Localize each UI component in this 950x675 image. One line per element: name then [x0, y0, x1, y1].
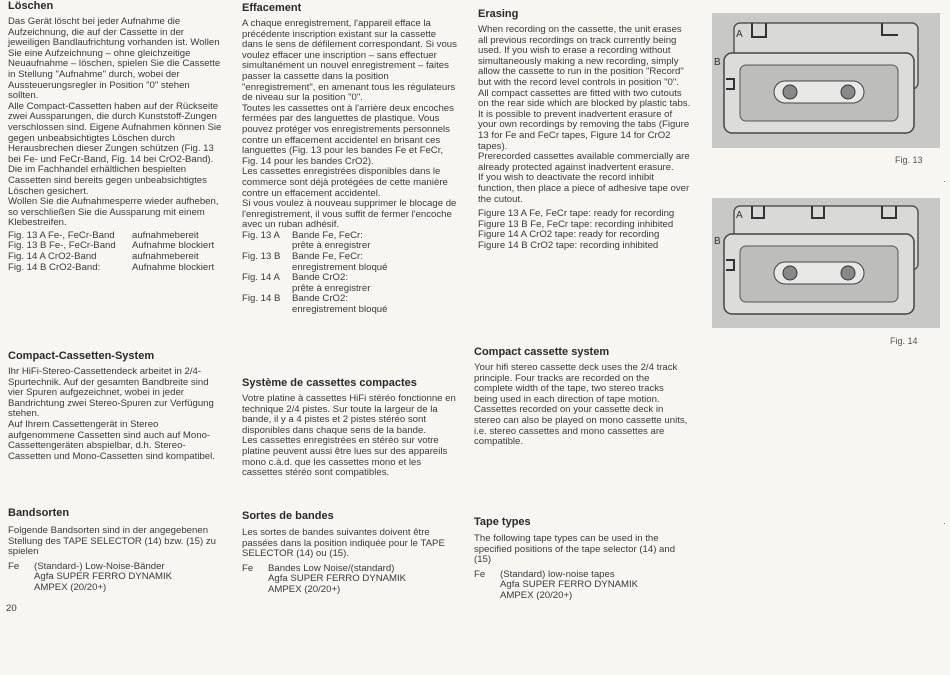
- margin-mark: ·: [943, 176, 946, 186]
- figure-label: Fig. 14 A: [242, 272, 280, 284]
- figure-label: Fig. 13 B Fe-, FeCr-Band: [8, 240, 116, 252]
- column-german: [8, 0, 222, 273]
- paragraph: Your hifi stereo cassette deck uses the 2/4 track principle. Four tracks are recorded on the complete width of the tape, two stereo tracks being used in each direction of tape motion.: [474, 362, 678, 405]
- tape-item: [474, 570, 688, 602]
- cassette-illustration: [712, 198, 940, 328]
- figure-label: Fig. 14 B CrO2-Band:: [8, 261, 101, 273]
- paragraph: Die im Fachhandel erhältlichen bespielten Cassetten sind bereits gegen unbeabsichtigtes Löschen gesichert.: [8, 164, 207, 197]
- tape-label: Fe: [8, 560, 20, 572]
- paragraph: Toutes les cassettes ont à l'arrière deux encoches fermées par des languettes de plastique. Vous pouvez protéger vos enregistrements personnels contre un effacement accidentel en brisant ces languettes (Fig. 13 pour les bandes Fe et FeCr, Fig. 14 pour les bandes CrO2).: [242, 102, 454, 167]
- tape-line: Agfa SUPER FERRO DYNAMIK: [268, 573, 407, 585]
- figure-line: prête à enregistrer: [292, 240, 371, 252]
- column-german-system: [8, 350, 222, 462]
- paragraph: Cassettes recorded on your cassette deck in stereo can also be played on mono cassette units, i.e. stereo cassettes and mono cassettes are compatible.: [474, 404, 688, 448]
- figure-label-a: A: [736, 210, 743, 221]
- paragraph: Auf Ihrem Cassettengerät in Stereo aufgenommene Cassetten sind auch auf Mono-Cassettengeräten abspielbar, d.h. Stereo-Cassetten und Mono-Cassetten sind kompatibel.: [8, 418, 215, 462]
- figure-text: Aufnahme blockiert: [132, 261, 215, 273]
- paragraph: Ihr HiFi-Stereo-Cassettendeck arbeitet in 2/4-Spurtechnik. Auf der gesamten Bandbreite sind vier Spuren aufgezeichnet, wobei in jeder Bandrichtung zwei Stereo-Spuren zur Verfügung stehen.: [8, 366, 214, 420]
- paragraph: Si vous voulez à nouveau supprimer le blocage de l'enregistrement, il vous suffit de fermer l'encoche avec un ruban adhésif.: [242, 198, 457, 231]
- figure-caption: Fig. 13: [895, 155, 923, 165]
- tape-item: [8, 562, 222, 594]
- figure-line: prête à enregistrer: [292, 282, 371, 294]
- figure-list: [478, 209, 692, 251]
- figure-label: Fig. 13 A Fe-, FeCr-Band: [8, 229, 115, 241]
- section-heading-systeme: Système de cassettes compactes: [242, 377, 417, 389]
- paragraph: If you wish to deactivate the record inhibit function, then place a piece of adhesive tape over the cutout.: [478, 172, 690, 205]
- figure-label-a: A: [736, 29, 743, 40]
- tape-line: Bandes Low Noise/(standard): [268, 562, 395, 574]
- paragraph: Das Gerät löscht bei jeder Aufnahme die Aufzeichnung, die auf der Cassette in der jeweiligen Bandlaufrichtung vorhanden ist. Wollen Sie eine Aufzeichnung – ohne gleichzeitige Neuaufnahme – löschen, spielen Sie die Cassette in Stellung "Aufnahme" durch, wobei der Aussteuerungsregler in Position "0" stehen sollten.: [8, 16, 221, 102]
- figure-line: Figure 14 A CrO2 tape: ready for recording: [478, 229, 660, 241]
- figure-line: Bande Fe, FeCr:: [292, 229, 363, 241]
- figure-label: Fig. 13 B: [242, 251, 281, 263]
- paragraph: All compact cassettes are fitted with two cutouts on the rear side which are blocked by plastic tabs. It is possible to prevent inadvertent erasure of your own recordings by removing the tabs (Figure 13 for Fe and FeCr tapes, Figure 14 for CrO2 tapes).: [478, 87, 691, 152]
- figure-label-b: B: [714, 236, 721, 247]
- page-number: 20: [6, 603, 17, 614]
- column-german-bandsorten: [8, 507, 222, 594]
- paragraph: A chaque enregistrement, l'appareil efface la précédente inscription existant sur la cassette dans le sens de défilement correspondant. Si vous voulez effacer une inscription – sans effectuer simultanément un nouvel enregistrement – faites passer la cassette dans la position "enregistrement", en amenant tous les régulateurs de niveau sur la position "0".: [242, 18, 457, 104]
- tape-line: AMPEX (20/20+): [268, 583, 341, 595]
- figure-list: [8, 231, 222, 273]
- paragraph: Votre platine à cassettes HiFi stéréo fonctionne en technique 2/4 pistes. Sur toute la largeur de la bande, il y a 4 pistes et 2 pistes stéréo sont disponibles dans chaque sens de la bande.: [242, 393, 456, 436]
- figure-label: Fig. 13 A: [242, 229, 280, 241]
- section-heading-tape-types: Tape types: [474, 516, 531, 528]
- figure-line: enregistrement bloqué: [292, 304, 388, 316]
- paragraph: Alle Compact-Cassetten haben auf der Rückseite zwei Aussparungen, die durch Kunststoff-Zungen verschlossen sind. Eigene Aufnahmen können Sie gegen unbeabsichtigtes Löschen durch Herausbrechen dieser Zungen schützen (Fig. 13 bei Fe- und FeCr-Band, Fig. 14 bei CrO2-Band).: [8, 100, 222, 165]
- figure-line: Bande CrO2:: [292, 272, 348, 284]
- figure-label: Fig. 14 A CrO2-Band: [8, 251, 97, 263]
- paragraph: Les sortes de bandes suivantes doivent être passées dans la position indiquée pour le TAPE SELECTOR (14) ou (15).: [242, 527, 445, 560]
- paragraph: When recording on the cassette, the unit erases all previous recordings on track currently being used. If you wish to erase a recording without simultaneously making a new recording, simply allow the cassette to run in the position "Record" but with the record level controls in position "0".: [478, 24, 684, 88]
- figure-list: [242, 231, 458, 316]
- paragraph: Wollen Sie die Aufnahmesperre wieder aufheben, so verschließen Sie die Aussparung mit einem Klebestreifen.: [8, 196, 219, 229]
- figure-line: Figure 13 B Fe, FeCr tape: recording inhibited: [478, 218, 674, 230]
- margin-mark: ·: [943, 518, 946, 528]
- section-heading-bandsorten: Bandsorten: [8, 507, 70, 519]
- figure-line: enregistrement bloqué: [292, 261, 388, 273]
- section-heading-effacement: Effacement: [242, 2, 302, 14]
- section-heading-system: Compact-Cassetten-System: [8, 350, 155, 362]
- tape-line: Agfa SUPER FERRO DYNAMIK: [34, 571, 173, 583]
- figure-text: Aufnahme blockiert: [132, 240, 215, 252]
- figure-line: Bande CrO2:: [292, 293, 348, 305]
- paragraph: Les cassettes enregistrées en stéréo sur votre platine peuvent aussi être lues sur des appareils mono c.à.d. que les cassettes mono et les cassettes stéréo sont compatibles.: [242, 435, 448, 479]
- paragraph: The following tape types can be used in the specified positions of the tape selector (14) and (15): [474, 533, 676, 566]
- paragraph: Prerecorded cassettes available commercially are already protected against inadvertent erasure.: [478, 151, 690, 173]
- tape-line: (Standard-) Low-Noise-Bänder: [34, 560, 165, 572]
- tape-line: (Standard) low-noise tapes: [500, 568, 615, 580]
- tape-label: Fe: [242, 562, 254, 574]
- figure-line: Figure 13 A Fe, FeCr tape: ready for recording: [478, 208, 675, 220]
- section-heading-loeschen: Löschen: [8, 0, 54, 12]
- column-french: [242, 2, 458, 316]
- figure-caption: Fig. 14: [890, 336, 918, 346]
- figure-text: aufnahmebereit: [132, 229, 199, 241]
- paragraph: Folgende Bandsorten sind in der angegebenen Stellung des TAPE SELECTOR (14) bzw. (15) zu spielen: [8, 525, 216, 558]
- figure-text: aufnahmebereit: [132, 251, 199, 263]
- figure-14-photo: [712, 198, 940, 328]
- column-french-sortes: [242, 510, 458, 596]
- column-french-systeme: [242, 377, 458, 479]
- figure-line: Bande Fe, FeCr:: [292, 251, 363, 263]
- section-heading-sortes: Sortes de bandes: [242, 510, 334, 522]
- section-heading-compact-system: Compact cassette system: [474, 346, 610, 358]
- figure-label: Fig. 14 B: [242, 293, 281, 305]
- tape-line: Agfa SUPER FERRO DYNAMIK: [500, 579, 639, 591]
- tape-line: AMPEX (20/20+): [34, 581, 107, 593]
- paragraph: Les cassettes enregistrées disponibles dans le commerce sont déjà protégées de cette manière contre un effacement accidentel.: [242, 166, 448, 199]
- tape-label: Fe: [474, 568, 486, 580]
- figure-13-photo: [712, 13, 940, 148]
- column-english-tape-types: [474, 516, 688, 602]
- cassette-illustration: [712, 13, 940, 148]
- tape-line: AMPEX (20/20+): [500, 589, 573, 601]
- figure-line: Figure 14 B CrO2 tape: recording inhibited: [478, 239, 659, 251]
- tape-item: [242, 564, 458, 596]
- section-heading-erasing: Erasing: [478, 8, 519, 20]
- column-english: [478, 8, 692, 251]
- column-english-system: [474, 346, 688, 448]
- figure-label-b: B: [714, 57, 721, 68]
